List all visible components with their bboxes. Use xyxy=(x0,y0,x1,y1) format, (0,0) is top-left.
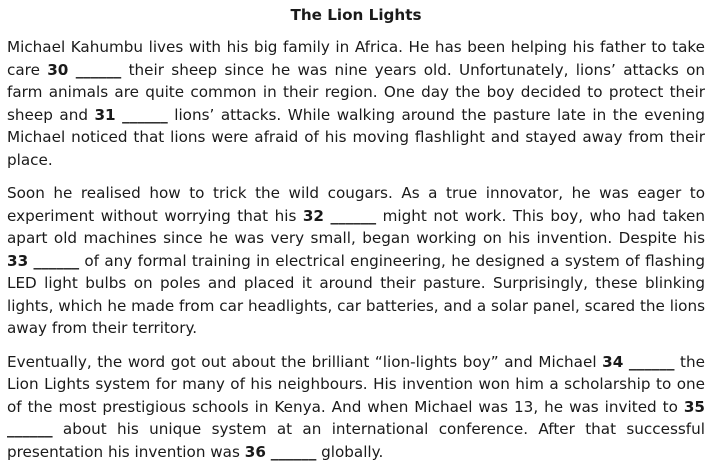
gap-marker-31: 31 xyxy=(94,105,116,124)
gap-marker-36: 36 xyxy=(244,442,266,461)
gap-blank-35: ______ xyxy=(7,420,53,438)
text-run: lions’ attacks. While walking around the pasture late in the evening Michael noticed that lions were afraid of his moving flashlight and stayed away from their place. xyxy=(7,105,705,169)
text-run: Michael Kahumbu lives with his big family in Africa. He has been helping his father to take care xyxy=(7,38,705,79)
gap-blank-30: ______ xyxy=(75,60,122,79)
text-run: of any formal training in electrical engineering, he designed a system of flashing LED light bulbs on poles and placed it around their pasture. Surprisingly, these blinking lights, which he made from car headlights, car batteries, and a solar panel, scared the lions away from their territory. xyxy=(7,251,705,337)
gap-blank-32: ______ xyxy=(330,206,377,225)
gap-marker-30: 30 xyxy=(47,60,69,79)
gap-marker-34: 34 xyxy=(602,352,624,371)
text-run: might not work. This boy, who had taken apart old machines since he was very small, began working on his invention. Despite his xyxy=(7,206,705,247)
text-run: the Lion Lights system for many of his neighbours. His invention won him a scholarship to one of the most prestigious schools in Kenya. And when Michael was 13, he was invited to xyxy=(7,352,705,416)
gap-blank-36: ______ xyxy=(270,442,317,461)
text-run: globally. xyxy=(316,442,384,461)
paragraph xyxy=(7,182,705,340)
gap-blank-33: ______ xyxy=(33,251,80,270)
gap-marker-32: 32 xyxy=(302,206,324,225)
gap-marker-35: 35 xyxy=(683,397,705,416)
text-run: Eventually, the word got out about the brilliant “lion-lights boy” and Michael xyxy=(7,352,603,371)
paragraph xyxy=(7,36,705,171)
gap-blank-31: ______ xyxy=(122,105,168,124)
paragraph xyxy=(7,351,705,464)
gap-blank-34: ______ xyxy=(628,352,675,371)
document-body xyxy=(7,36,705,463)
text-run: about his unique system at an international conference. After that successful presentation his invention was xyxy=(7,420,705,461)
text-run: their sheep since he was nine years old. Unfortunately, lions’ attacks on farm animals are quite common in their region. One day the boy decided to protect their sheep and xyxy=(7,60,706,124)
document-title: The Lion Lights xyxy=(290,6,422,24)
text-run: Soon he realised how to trick the wild cougars. As a true innovator, he was eager to experiment without worrying that his xyxy=(7,184,705,225)
gap-marker-33: 33 xyxy=(7,251,29,270)
